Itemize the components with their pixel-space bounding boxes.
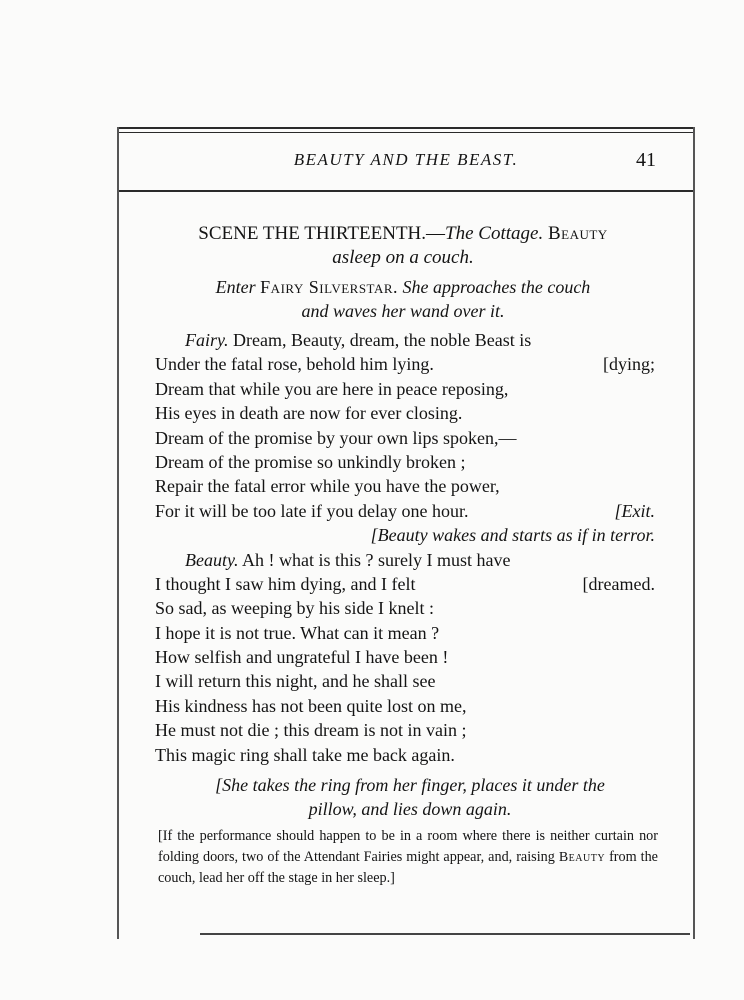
verse-text: Dream, Beauty, dream, the noble Beast is — [233, 330, 532, 350]
closing-stage-direction — [160, 773, 660, 821]
entrance-text1: She approaches the couch — [402, 277, 591, 297]
entering-character: Fairy Silverstar. — [260, 277, 399, 297]
verse-text: Dream of the promise by your own lips spoken,— — [155, 427, 517, 448]
verse-text: His kindness has not been quite lost on me, — [155, 695, 467, 716]
bottom-rule — [200, 933, 690, 935]
inline-stage-direction: [Beauty wakes and starts as if in terror. — [370, 525, 655, 546]
stage-direction-line2: pillow, and lies down again. — [308, 799, 512, 819]
verse-line — [155, 450, 655, 474]
verse-line — [155, 474, 655, 498]
verse-line — [155, 548, 655, 572]
speaker-name: Beauty. — [185, 549, 239, 570]
speaker-name: Fairy. — [185, 330, 229, 350]
verse-text: His eyes in death are now for ever closing. — [155, 403, 463, 424]
verse-line — [155, 377, 655, 401]
verse-text: Repair the fatal error while you have the power, — [155, 476, 500, 497]
verse-text: He must not die ; this dream is not in vain ; — [155, 720, 467, 741]
verse-text: Dream that while you are here in peace reposing, — [155, 378, 509, 399]
verse-line — [155, 694, 655, 718]
header-rule — [118, 190, 694, 192]
turnover-text: [dying; — [603, 354, 655, 375]
verse-text: Under the fatal rose, behold him lying. — [155, 354, 434, 375]
scene-heading — [152, 222, 654, 270]
note-character: Beauty — [558, 850, 606, 865]
scene-heading-line1 — [152, 222, 654, 246]
verse-block — [155, 328, 655, 767]
enter-word: Enter — [215, 277, 256, 297]
verse-text: This magic ring shall take me back again. — [155, 744, 455, 765]
verse-line — [155, 669, 655, 693]
left-border — [117, 127, 119, 939]
performance-note — [158, 826, 658, 889]
scene-heading-line2: asleep on a couch. — [332, 247, 474, 268]
stage-direction-line1: [She takes the ring from her finger, places it under the — [215, 775, 605, 795]
right-border — [693, 127, 695, 939]
scene-place: The Cottage. — [445, 223, 544, 244]
verse-line — [155, 523, 655, 547]
entrance-line1 — [152, 275, 654, 299]
note-text-before: [If the performance should happen to be in a room where there is neither curtain nor folding doors, two of the Attendant Fairies might appear, and, raising — [158, 828, 658, 865]
verse-text: Ah ! what is this ? surely I must have — [242, 549, 511, 570]
turnover-text: [dreamed. — [582, 573, 655, 594]
verse-text: So sad, as weeping by his side I knelt : — [155, 598, 434, 619]
entrance-direction — [152, 275, 654, 323]
exit-direction: [Exit. — [614, 500, 655, 521]
page-number: 41 — [636, 149, 656, 171]
verse-line — [155, 401, 655, 425]
verse-line — [155, 645, 655, 669]
verse-line — [155, 743, 655, 767]
scene-character: Beauty — [547, 223, 608, 244]
verse-line — [155, 352, 655, 376]
verse-text: I hope it is not true. What can it mean ? — [155, 622, 440, 643]
note-text-after: from the couch, lead her off the stage in her sleep.] — [158, 849, 658, 886]
verse-line — [155, 621, 655, 645]
top-rule-inner — [118, 132, 694, 133]
verse-text: For it will be too late if you delay one hour. — [155, 500, 469, 521]
entrance-text2: and waves her wand over it. — [301, 301, 505, 321]
verse-text: Dream of the promise so unkindly broken ; — [155, 451, 466, 472]
scene-title-prefix: SCENE THE THIRTEENTH. — [198, 223, 427, 244]
scene-title-dash: — — [426, 223, 446, 244]
verse-line — [155, 596, 655, 620]
verse-line — [155, 426, 655, 450]
verse-text: I will return this night, and he shall see — [155, 671, 436, 692]
verse-text: How selfish and ungrateful I have been ! — [155, 647, 449, 668]
verse-text: I thought I saw him dying, and I felt — [155, 573, 416, 594]
verse-line — [155, 328, 655, 352]
running-title: BEAUTY AND THE BEAST. — [293, 150, 519, 169]
verse-line — [155, 718, 655, 742]
verse-line — [155, 499, 655, 523]
verse-line — [155, 572, 655, 596]
top-rule — [118, 127, 694, 129]
